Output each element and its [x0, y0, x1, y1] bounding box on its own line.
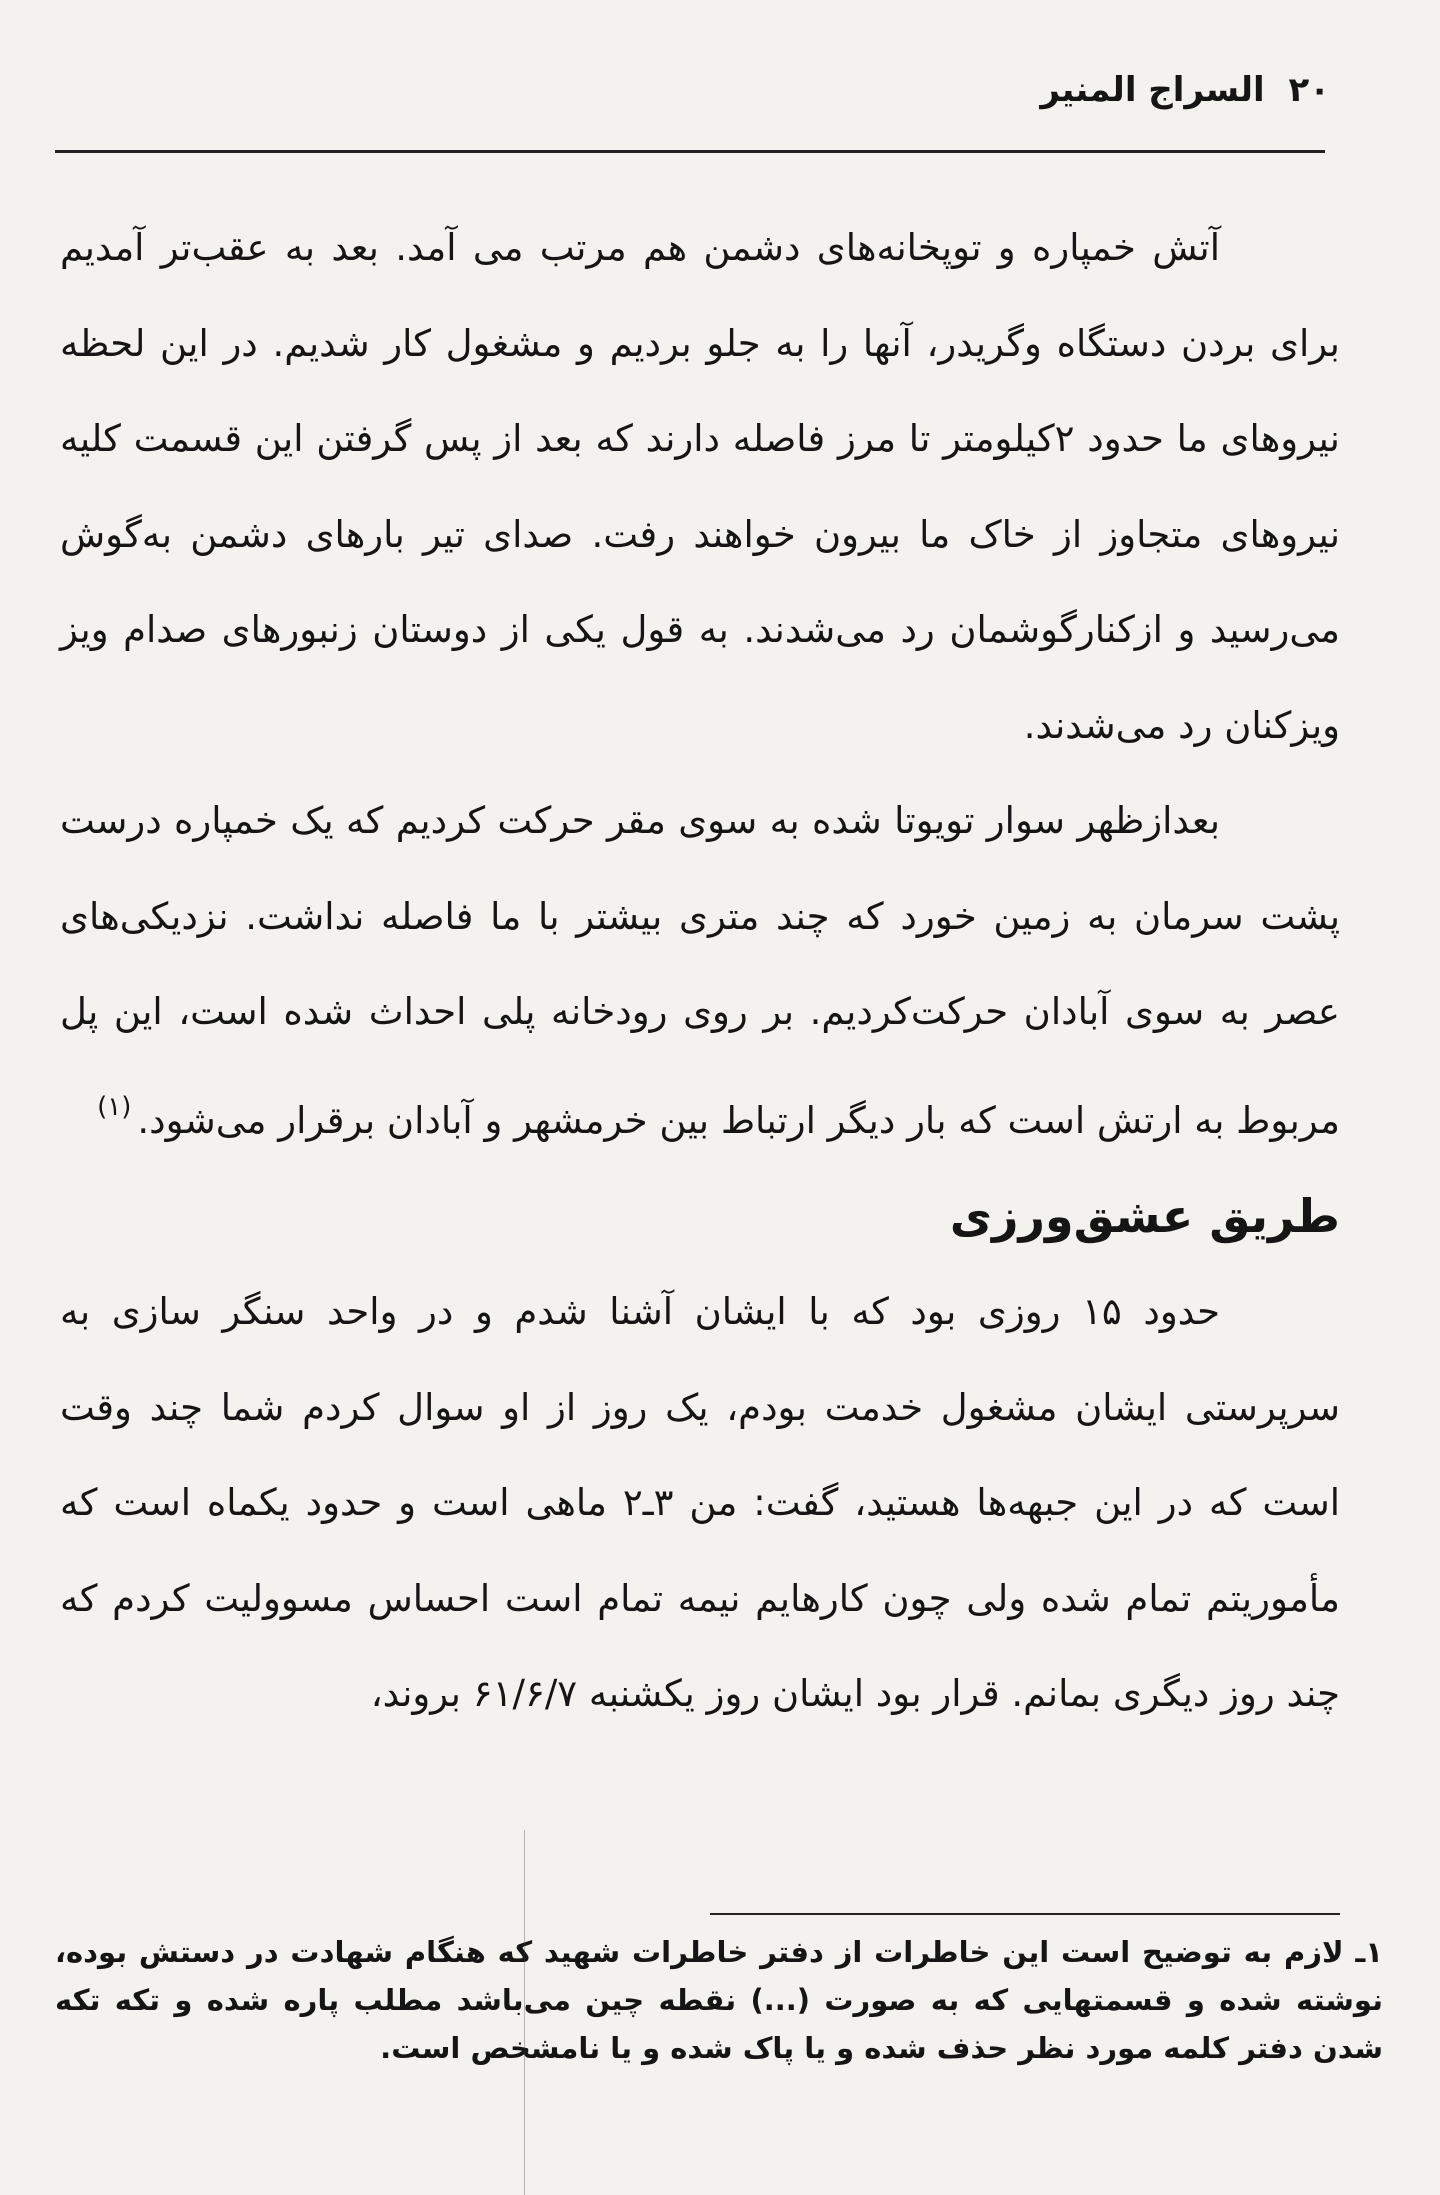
page-header	[1040, 70, 1330, 110]
book-title: السراج المنیر	[1040, 70, 1265, 110]
paragraph-3: حدود ۱۵ روزی بود که با ایشان آشنا شدم و در واحد سنگر سازی به سرپرستی ایشان مشغول خدمت بودم، یک روز از او سوال کردم شما چند وقت است که در این جبهه‌ها هستید، گفت: من ۳ـ۲ ماهی است و حدود یکماه است که مأموریتم تمام شده ولی چون کارهایم نیمه تمام است احساس مسوولیت کردم که چند روز دیگری بمانم. قرار بود ایشان روز یکشنبه ۶۱/۶/۷ بروند،	[60, 1290, 1340, 1715]
paragraph-2	[60, 773, 1340, 1168]
scan-artifact-line	[524, 1830, 525, 2195]
section-title: طریق عشق‌ورزی	[949, 1189, 1340, 1243]
paragraph-1: آتش خمپاره و توپخانه‌های دشمن هم مرتب می آمد. بعد به عقب‌تر آمدیم برای بردن دستگاه وگریدر، آنها را به جلو بردیم و مشغول کار شدیم. در این لحظه نیروهای ما حدود ۲کیلومتر تا مرز فاصله دارند که بعد از پس گرفتن این قسمت کلیه نیروهای متجاوز از خاک ما بیرون خواهند رفت. صدای تیر بارهای دشمن به‌گوش می‌رسید و ازکنارگوشمان رد می‌شدند. به قول یکی از دوستان زنبورهای صدام ویز ویزکنان رد می‌شدند.	[60, 226, 1340, 747]
page-number: ۲۰	[1288, 70, 1330, 110]
footnote: ۱ـ لازم به توضیح است این خاطرات از دفتر خاطرات شهید که هنگام شهادت در دستش بوده، نوشته شده و قسمتهایی که به صورت (...) نقطه چین می‌باشد مطلب پاره شده و تکه تکه شدن دفتر کلمه مورد نظر حذف شده و یا پاک شده و یا نامشخص است.	[55, 1935, 1383, 2065]
header-divider	[55, 150, 1325, 153]
footnote-reference: (۱)	[97, 1091, 132, 1122]
paragraph-2-text: بعدازظهر سوار تویوتا شده به سوی مقر حرکت کردیم که یک خمپاره درست پشت سرمان به زمین خورد که چند متری بیشتر با ما فاصله نداشت. نزدیکی‌های عصر به سوی آبادان حرکت‌کردیم. بر روی رودخانه پلی احداث شده است، این پل مربوط به ارتش است که بار دیگر ارتباط بین خرمشهر و آبادان برقرار می‌شود.	[60, 799, 1340, 1142]
body-text	[60, 200, 1340, 1742]
footnote-divider	[710, 1913, 1340, 1915]
